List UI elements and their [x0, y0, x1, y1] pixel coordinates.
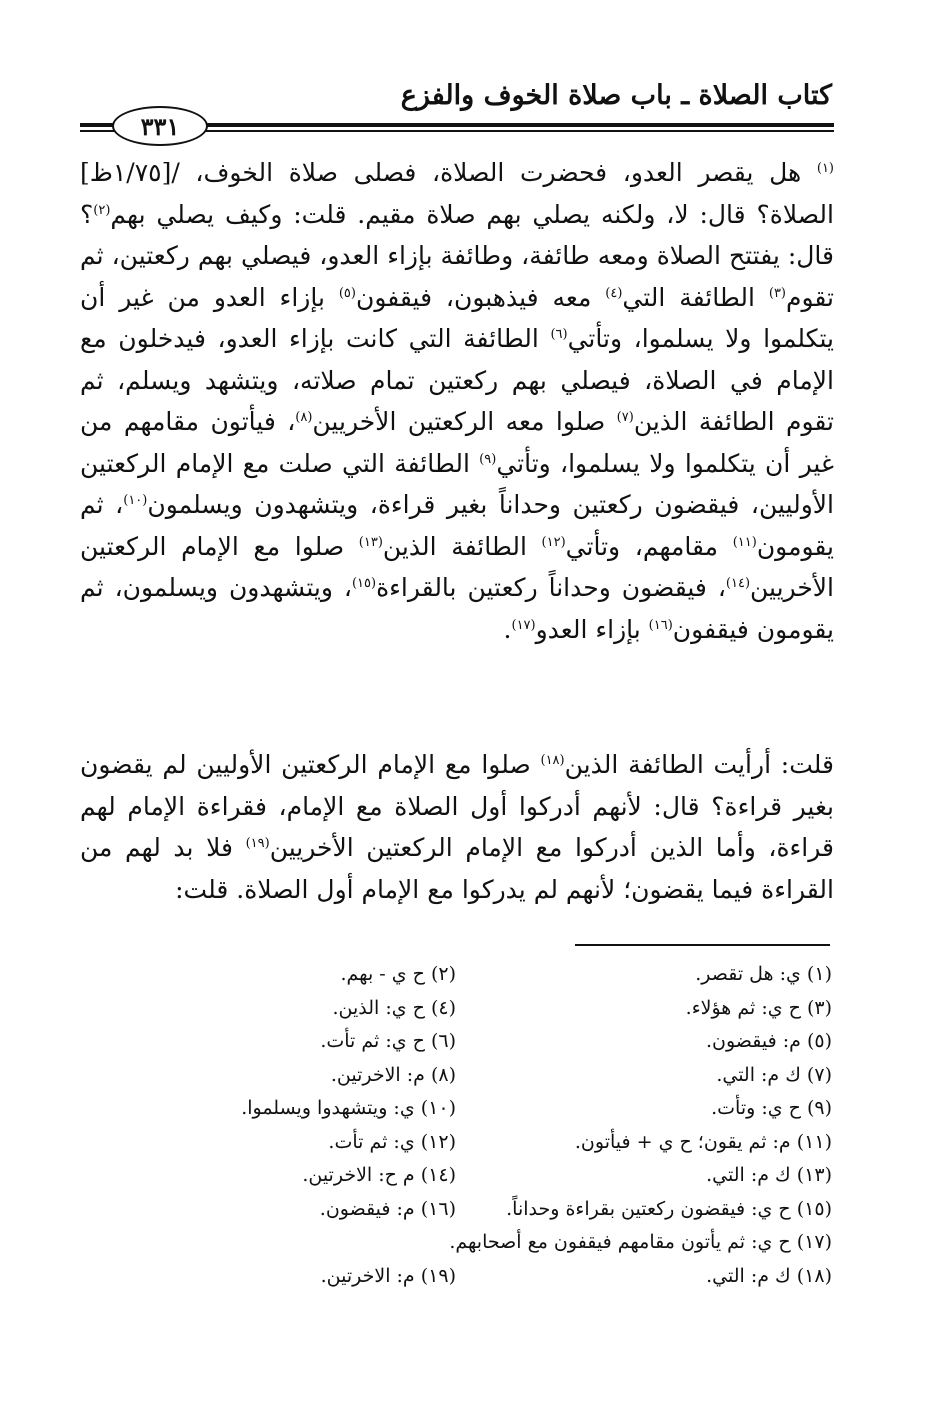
footnote-marker: (١٤)	[725, 576, 751, 591]
footnote-marker: (٥)	[338, 285, 356, 301]
footnote-marker: (٤)	[605, 285, 623, 301]
text-run: معه فيذهبون، فيقفون	[355, 282, 606, 312]
footnote-marker: (١)	[816, 161, 834, 176]
text-run: ، ثم يقومون	[80, 490, 834, 561]
text-run: بإزاء العدو	[535, 614, 649, 644]
footnote-marker: (١٨)	[540, 753, 565, 768]
footnote-marker: (٣)	[768, 285, 786, 301]
running-header-title: كتاب الصلاة ـ باب صلاة الخوف والفزع	[400, 80, 832, 111]
footnote-item: (١٥) ح ي: فيقضون ركعتين بقراءة وحداناً.	[506, 1197, 832, 1220]
footnote-marker: (١٣)	[358, 534, 383, 550]
text-run: صلوا معه الركعتين الأخريين	[312, 407, 617, 436]
footnote-marker: (١٢)	[541, 534, 566, 550]
footnote-item: (٥) م: فيقضون.	[705, 1030, 832, 1052]
footnote-marker: (٨)	[295, 410, 313, 425]
footnote-marker: (٧)	[616, 410, 634, 425]
footnotes	[80, 958, 832, 1293]
footnote-row	[80, 958, 832, 992]
footnote-row	[80, 1226, 832, 1260]
footnote-row	[80, 1059, 832, 1093]
page-number: ٣٣١	[112, 106, 208, 146]
footnote-item: (١١) م: ثم يقون؛ ح ي + فيأتون.	[574, 1130, 832, 1153]
footnote-marker: (٢)	[93, 202, 111, 218]
footnote-row	[80, 1159, 832, 1193]
footnote-row	[80, 1260, 832, 1294]
footnote-item: (١) ي: هل تقصر.	[695, 963, 832, 985]
footnote-separator	[575, 944, 830, 946]
footnote-item: (٩) ح ي: وتأت.	[711, 1097, 832, 1119]
footnote-item: (١٨) ك م: التي.	[706, 1264, 832, 1287]
footnote-item: (١٧) ح ي: ثم يأتون مقامهم فيقفون مع أصحابهم.	[449, 1231, 832, 1253]
footnote-item: (٣) ح ي: ثم هؤلاء.	[685, 996, 832, 1019]
footnote-item: (٢) ح ي - بهم.	[340, 963, 456, 985]
footnote-row	[80, 1092, 832, 1126]
footnote-item: (٨) م: الاخرتين.	[330, 1063, 456, 1086]
text-run: هل يقصر العدو، فحضرت الصلاة، فصلى صلاة الخوف، /[١/٧٥ظ] الصلاة؟ قال: لا، ولكنه يصلي بهم صلاة مقيم. قلت: وكيف يصلي بهم	[80, 158, 834, 229]
footnote-marker: (١٥)	[351, 576, 377, 591]
text-run: الطائفة التي كانت بإزاء العدو، فيدخلون مع الإمام في الصلاة، فيصلي بهم ركعتين تمام صلاته، ويتشهد ويسلم، ثم تقوم الطائفة الذين	[80, 324, 834, 436]
footnote-item: (١٠) ي: ويتشهدوا ويسلموا.	[241, 1097, 456, 1119]
footnote-row	[80, 1193, 832, 1227]
footnote-marker: (٩)	[479, 451, 497, 467]
footnote-item: (١٢) ي: ثم تأت.	[328, 1130, 456, 1153]
footnote-marker: (١٦)	[648, 617, 673, 633]
footnote-item: (١٤) م ح: الاخرتين.	[302, 1164, 456, 1186]
text-run: ؟ قال: يفتتح الصلاة ومعه طائفة، وطائفة بإزاء العدو، فيصلي بهم ركعتين، ثم تقوم	[80, 199, 834, 312]
footnote-item: (١٩) م: الاخرتين.	[320, 1264, 456, 1287]
footnote-row	[80, 1126, 832, 1160]
text-run: الطائفة الذين	[382, 531, 542, 561]
footnote-item: (٤) ح ي: الذين.	[332, 996, 456, 1019]
text-run: ، ويتشهدون ويسلمون، ثم يقومون فيقفون	[80, 573, 834, 644]
footnote-item: (٧) ك م: التي.	[716, 1063, 832, 1086]
text-run: الطائفة التي صلت مع الإمام الركعتين الأوليين، فيقضون ركعتين وحداناً بغير قراءة، ويتشهدون ويسلمون	[80, 448, 835, 519]
footnote-marker: (١٧)	[511, 617, 536, 633]
text-run: مقامهم، وتأتي	[565, 531, 733, 561]
footnote-item: (٦) ح ي: ثم تأت.	[320, 1030, 456, 1052]
text-run: صلوا مع الإمام الركعتين الأخريين	[80, 531, 834, 602]
text-run: الطائفة التي	[622, 282, 769, 312]
body-paragraph-2	[80, 744, 834, 910]
footnote-marker: (١٩)	[245, 836, 270, 851]
text-run: ، فيأتون مقامهم من غير أن يتكلموا ولا يسلموا، وتأتي	[80, 407, 834, 478]
body-paragraph-1	[80, 152, 834, 650]
text-run: ، فيقضون وحداناً ركعتين بالقراءة	[376, 573, 726, 602]
footnote-marker: (١١)	[732, 534, 757, 550]
text-run: قلت: أرأيت الطائفة الذين	[564, 750, 834, 779]
text-run: بإزاء العدو من غير أن يتكلموا ولا يسلموا، وتأتي	[80, 282, 834, 353]
footnote-item: (١٦) م: فيقضون.	[319, 1197, 456, 1220]
footnote-marker: (١٠)	[123, 493, 148, 508]
footnote-row	[80, 1025, 832, 1059]
footnote-item: (١٣) ك م: التي.	[706, 1164, 832, 1186]
text-run: فلا بد لهم من القراءة فيما يقضون؛ لأنهم لم يدركوا مع الإمام أول الصلاة. قلت:	[80, 833, 834, 904]
footnote-row	[80, 992, 832, 1026]
text-run: صلوا مع الإمام الركعتين الأوليين لم يقضون بغير قراءة؟ قال: لأنهم أدركوا أول الصلاة مع الإمام، فقراءة الإمام لهم قراءة، وأما الذين أدركوا مع الإمام الركعتين الأخريين	[80, 750, 834, 862]
text-run: .	[503, 614, 512, 644]
footnote-marker: (٦)	[550, 327, 568, 342]
